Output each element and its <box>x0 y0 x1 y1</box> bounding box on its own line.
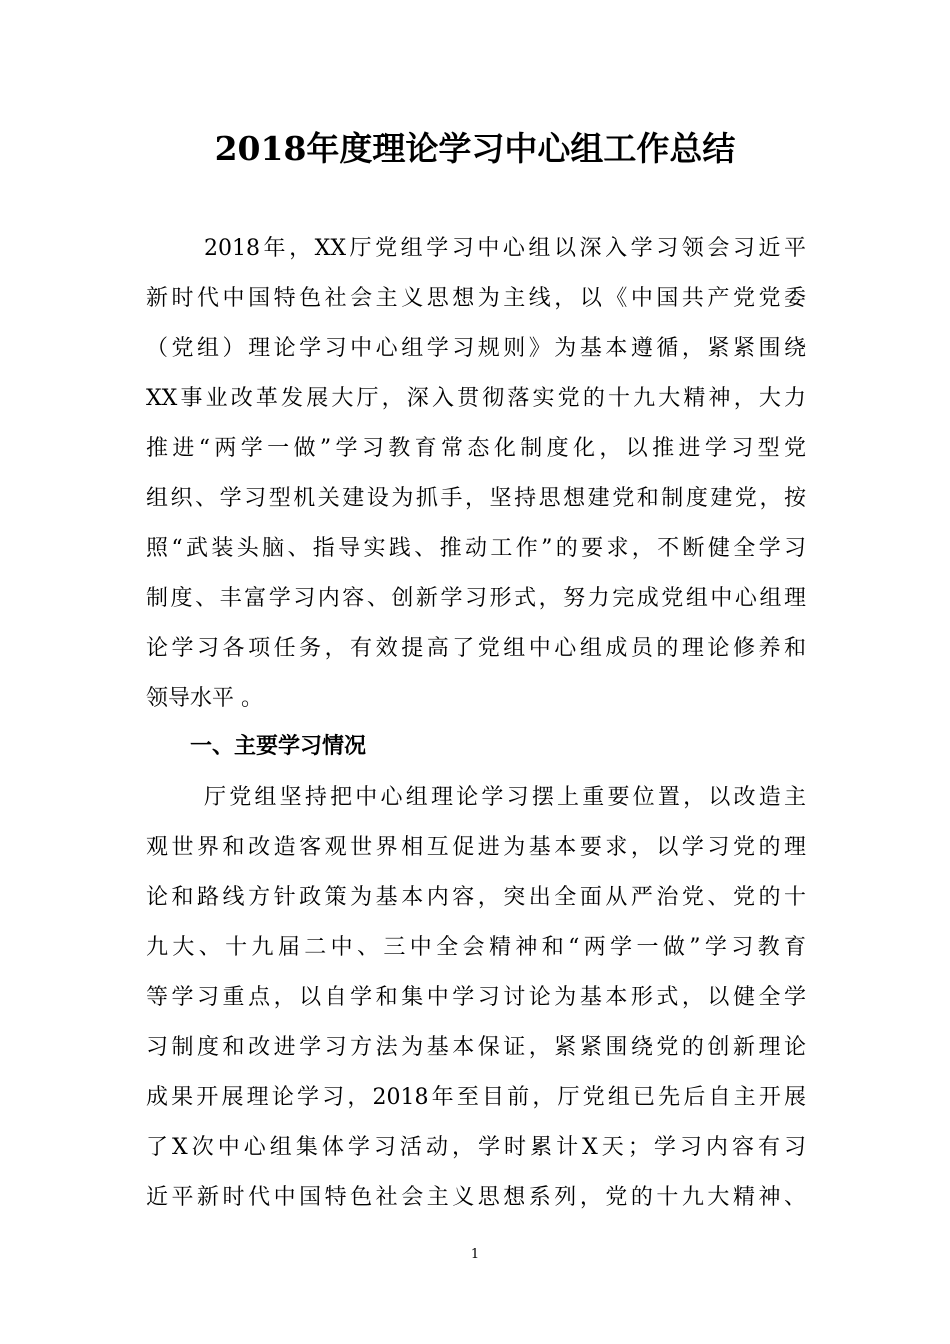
page-number: 1 <box>470 1247 480 1262</box>
text-line: 九大、十九届二中、三中全会精神和“两学一做”学习教育 <box>146 935 806 960</box>
text-line: 领导水平 。 <box>146 686 263 711</box>
text-line: 成果开展理论学习，2018年至目前，厅党组已先后自主开展 <box>146 1085 806 1110</box>
text-line: XX事业改革发展大厅，深入贯彻落实党的十九大精神，大力 <box>146 386 806 411</box>
text-line: 观世界和改造客观世界相互促进为基本要求，以学习党的理 <box>146 835 806 860</box>
text-line: 近平新时代中国特色社会主义思想系列，党的十九大精神、 <box>146 1185 806 1210</box>
text-line: 新时代中国特色社会主义思想为主线，以《中国共产党党委 <box>146 286 806 311</box>
document-title: 2018年度理论学习中心组工作总结 <box>214 129 736 168</box>
text-line: 了X次中心组集体学习活动，学时累计X天；学习内容有习 <box>146 1135 806 1160</box>
text-line: 论和路线方针政策为基本内容，突出全面从严治党、党的十 <box>146 885 806 910</box>
text-line: 推进“两学一做”学习教育常态化制度化，以推进学习型党 <box>146 436 806 461</box>
text-line: 照“武装头脑、指导实践、推动工作”的要求，不断健全学习 <box>146 536 806 561</box>
section-heading: 一、主要学习情况 <box>190 734 367 759</box>
text-line: 制度、丰富学习内容、创新学习形式，努力完成党组中心组理 <box>146 586 806 611</box>
paragraph-study-situation <box>146 773 806 1223</box>
text-line: 组织、学习型机关建设为抓手，坚持思想建党和制度建党，按 <box>146 486 806 511</box>
text-line: （党组）理论学习中心组学习规则》为基本遵循，紧紧围绕 <box>146 336 806 361</box>
text-line: 等学习重点，以自学和集中学习讨论为基本形式，以健全学 <box>146 985 806 1010</box>
text-line: 习制度和改进学习方法为基本保证，紧紧围绕党的创新理论 <box>146 1035 806 1060</box>
text-line: 厅党组坚持把中心组理论学习摆上重要位置，以改造主 <box>204 785 806 810</box>
text-line: 论学习各项任务，有效提高了党组中心组成员的理论修养和 <box>146 636 806 661</box>
paragraph-intro <box>146 224 806 724</box>
text-line: 2018年，XX厅党组学习中心组以深入学习领会习近平 <box>204 236 806 261</box>
